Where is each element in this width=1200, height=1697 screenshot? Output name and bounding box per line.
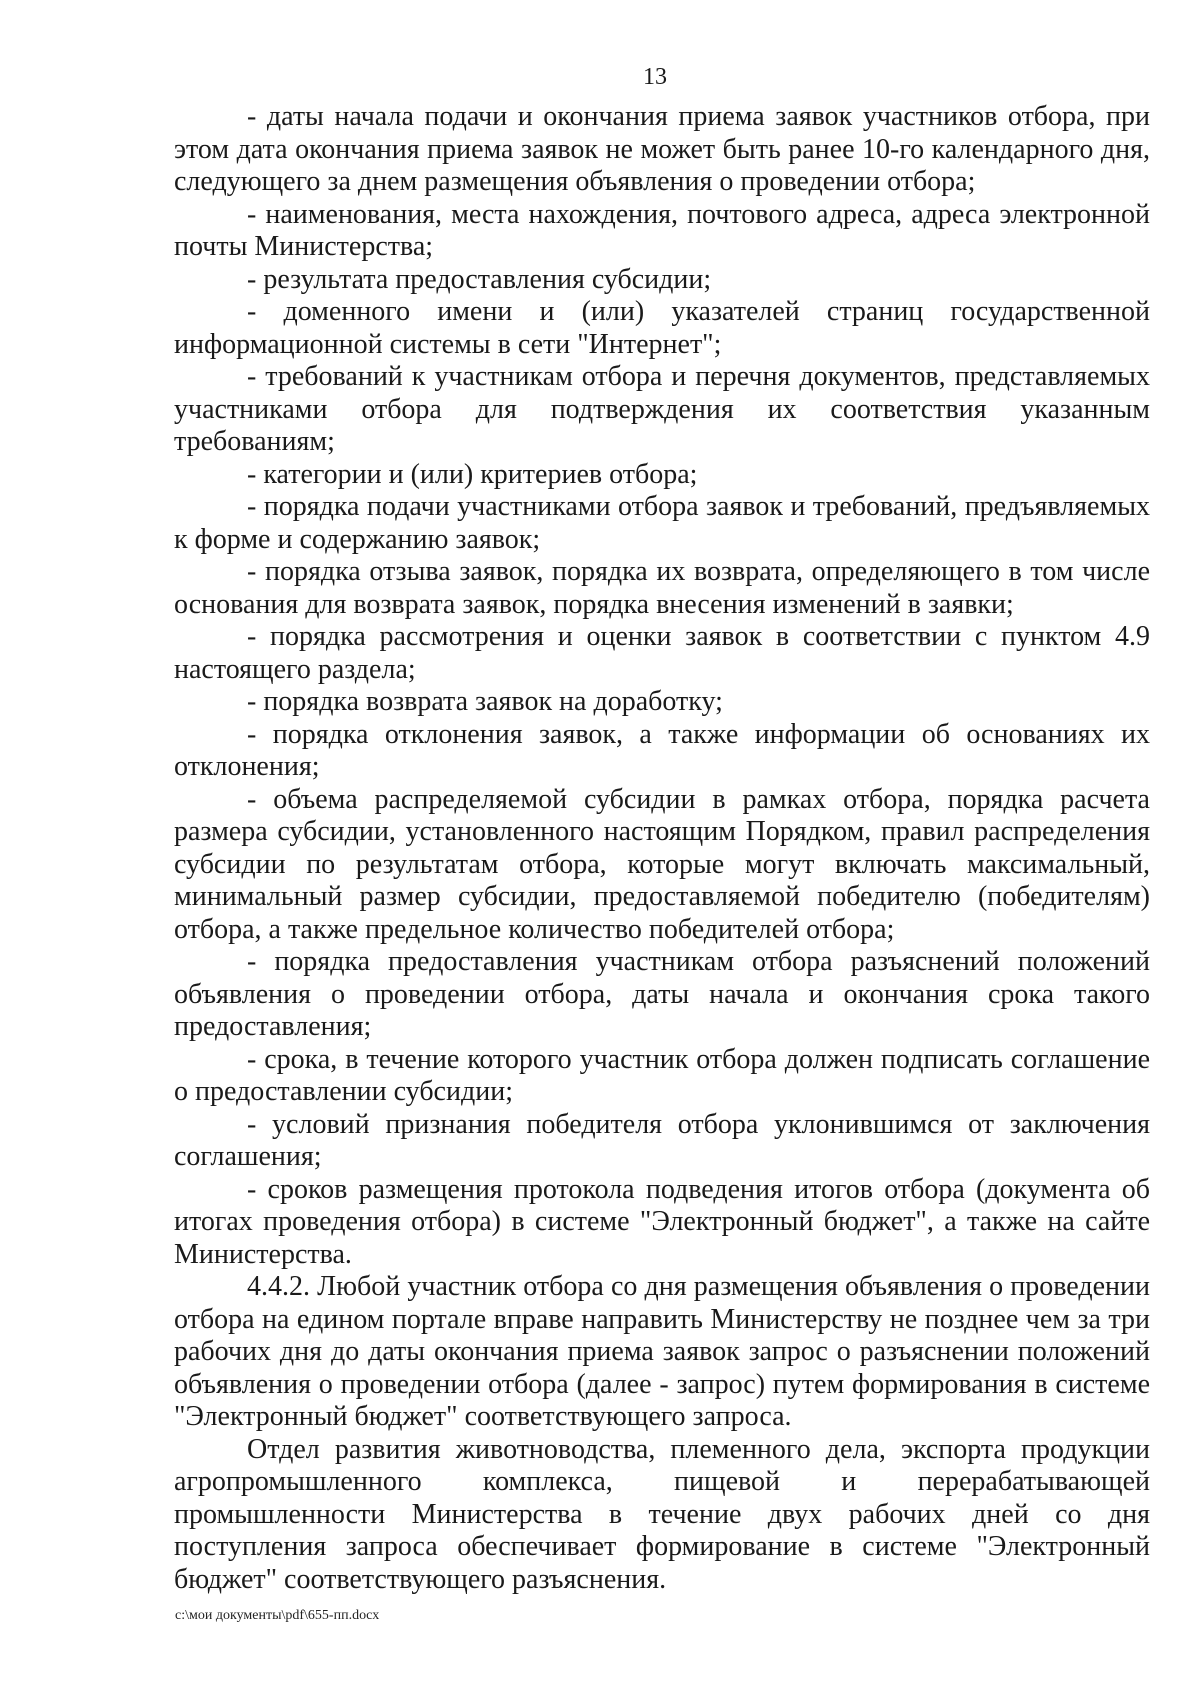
- paragraph: 4.4.2. Любой участник отбора со дня размещения объявления о проведении отбора на едином портале вправе направить Министерству не позднее чем за три рабочих дня до даты окончания приема заявок запрос о разъяснении положений объявления о проведении отбора (далее - запрос) путем формирования в системе "Электронный бюджет" соответствующего запроса.: [174, 1271, 1150, 1432]
- paragraph: - доменного имени и (или) указателей страниц государственной информационной системы в сети "Интернет";: [174, 296, 1150, 360]
- paragraph: - порядка возврата заявок на доработку;: [247, 686, 723, 717]
- paragraph: - порядка предоставления участникам отбора разъяснений положений объявления о проведении отбора, даты начала и окончания срока такого предоставления;: [174, 946, 1150, 1042]
- paragraph: - требований к участникам отбора и перечня документов, представляемых участниками отбора для подтверждения их соответствия указанным требованиям;: [174, 361, 1150, 457]
- page-number: 13: [643, 64, 667, 90]
- paragraph: - порядка отклонения заявок, а также информации об основаниях их отклонения;: [174, 718, 1150, 782]
- paragraph: - результата предоставления субсидии;: [247, 263, 712, 295]
- paragraph: - категории и (или) критериев отбора;: [247, 458, 698, 490]
- paragraph: - объема распределяемой субсидии в рамках отбора, порядка расчета размера субсидии, установленного настоящим Порядком, правил распределения субсидии по результатам отбора, которые могут включать максимальный, минимальный размер субсидии, предоставляемой победителю (победителям) отбора, а также предельное количество победителей отбора;: [174, 783, 1150, 945]
- paragraph: - наименования, места нахождения, почтового адреса, адреса электронной почты Министерства;: [174, 198, 1150, 262]
- paragraph: - условий признания победителя отбора уклонившимся от заключения соглашения;: [174, 1108, 1150, 1172]
- paragraph: - сроков размещения протокола подведения итогов отбора (документа об итогах проведения отбора) в системе "Электронный бюджет", а также на сайте Министерства.: [174, 1173, 1150, 1270]
- paragraph: - порядка рассмотрения и оценки заявок в соответствии с пунктом 4.9 настоящего раздела;: [174, 621, 1150, 685]
- paragraph: - даты начала подачи и окончания приема заявок участников отбора, при этом дата окончания приема заявок не может быть ранее 10-го календарного дня, следующего за днем размещения объявления о проведении отбора;: [174, 101, 1150, 197]
- paragraph: - порядка подачи участниками отбора заявок и требований, предъявляемых к форме и содержанию заявок;: [174, 491, 1150, 555]
- paragraph: - срока, в течение которого участник отбора должен подписать соглашение о предоставлении субсидии;: [174, 1043, 1150, 1107]
- footer-file-path: c:\мои документы\pdf\655-пп.docx: [175, 1608, 380, 1623]
- document-body: [174, 101, 1150, 1596]
- paragraph: Отдел развития животноводства, племенного дела, экспорта продукции агропромышленного комплекса, пищевой и перерабатывающей промышленности Министерства в течение двух рабочих дней со дня поступления запроса обеспечивает формирование в системе "Электронный бюджет" соответствующего разъяснения.: [174, 1433, 1150, 1595]
- paragraph: - порядка отзыва заявок, порядка их возврата, определяющего в том числе основания для возврата заявок, порядка внесения изменений в заявки;: [174, 556, 1150, 620]
